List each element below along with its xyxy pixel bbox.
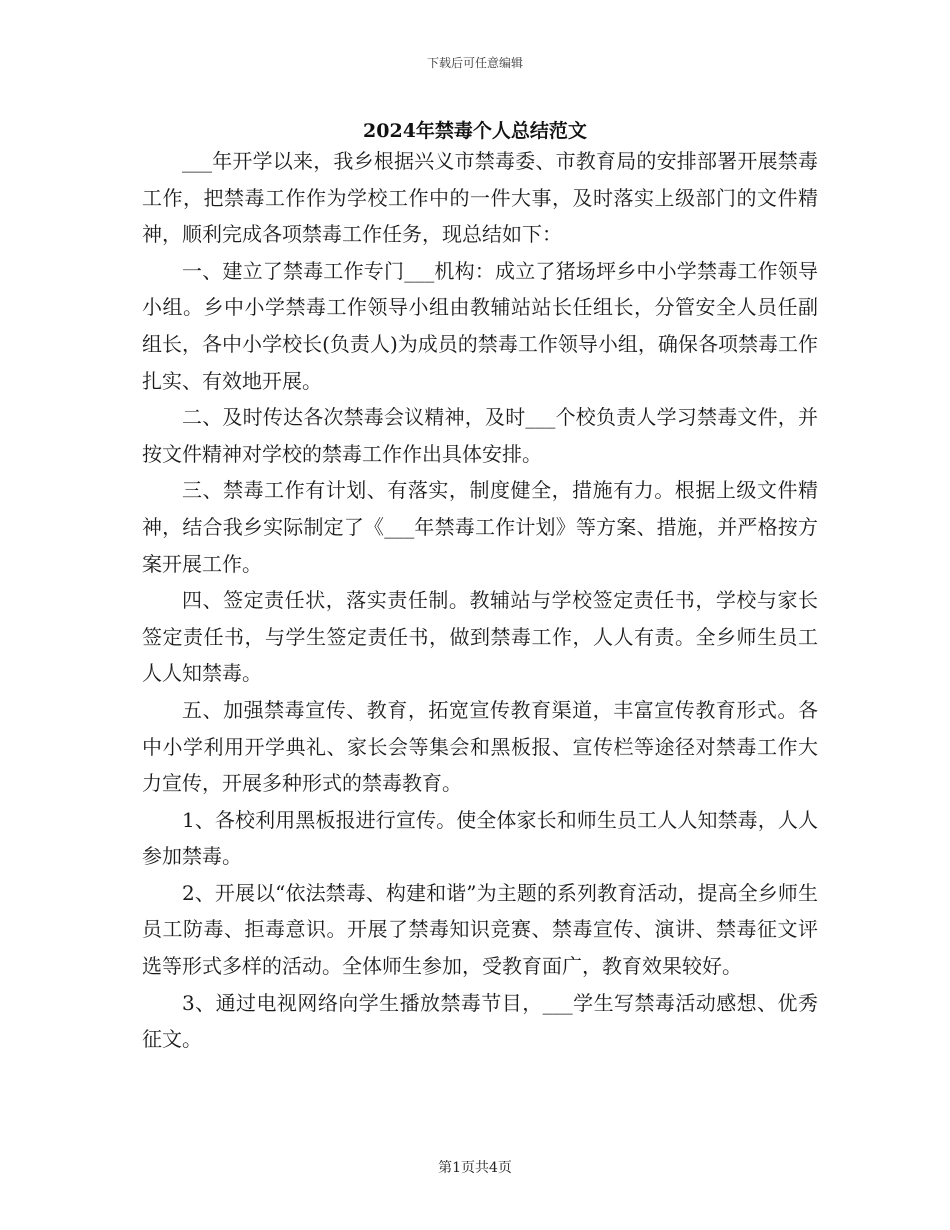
paragraph-section-2: 二、及时传达各次禁毒会议精神，及时___个校负责人学习禁毒文件，并按文件精神对学校的禁毒工作作出具体安排。: [142, 405, 818, 466]
paragraph-section-1: 一、建立了禁毒工作专门___机构：成立了猪场坪乡中小学禁毒工作领导小组。乡中小学禁毒工作领导小组由教辅站站长任组长，分管安全人员任副组长，各中小学校长(负责人)为成员的禁毒工作领导小组，确保各项禁毒工作扎实、有效地开展。: [142, 258, 818, 393]
paragraph-item-1: 1、各校利用黑板报进行宣传。使全体家长和师生员工人人知禁毒，人人参加禁毒。: [142, 807, 818, 869]
paragraph-section-5: 五、加强禁毒宣传、教育，拓宽宣传教育渠道，丰富宣传教育形式。各中小学利用开学典礼、家长会等集会和黑板报、宣传栏等途径对禁毒工作大力宣传，开展多种形式的禁毒教育。: [142, 697, 818, 796]
header-note: 下载后可任意编辑: [426, 56, 523, 70]
document-title: 2024年禁毒个人总结范文: [363, 120, 587, 142]
document-body: [142, 143, 818, 1058]
paragraph-section-4: 四、签定责任状，落实责任制。教辅站与学校签定责任书，学校与家长签定责任书，与学生签定责任书，做到禁毒工作，人人有责。全乡师生员工人人知禁毒。: [142, 588, 818, 686]
paragraph-intro: ___年开学以来，我乡根据兴义市禁毒委、市教育局的安排部署开展禁毒工作，把禁毒工作作为学校工作中的一件大事，及时落实上级部门的文件精神，顺利完成各项禁毒工作任务，现总结如下：: [142, 149, 818, 247]
paragraph-item-3: 3、通过电视网络向学生播放禁毒节目，___学生写禁毒活动感想、优秀征文。: [142, 990, 818, 1052]
paragraph-section-3: 三、禁毒工作有计划、有落实，制度健全，措施有力。根据上级文件精神，结合我乡实际制定了《___年禁毒工作计划》等方案、措施，并严格按方案开展工作。: [142, 478, 818, 576]
page-number: 第1页共4页: [438, 1160, 512, 1176]
paragraph-item-2: 2、开展以“依法禁毒、构建和谐”为主题的系列教育活动，提高全乡师生员工防毒、拒毒意识。开展了禁毒知识竞赛、禁毒宣传、演讲、禁毒征文评选等形式多样的活动。全体师生参加，受教育面广，教育效果较好。: [142, 880, 818, 979]
